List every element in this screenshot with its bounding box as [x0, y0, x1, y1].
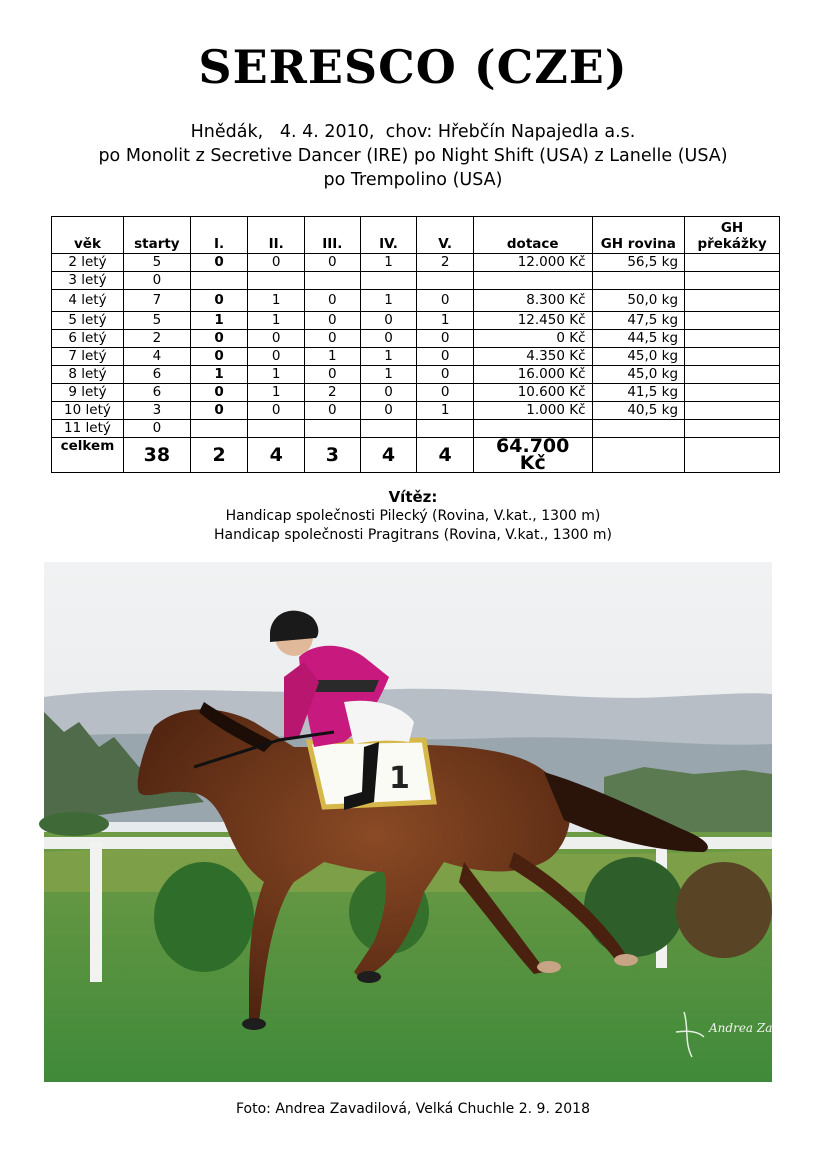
first-place-cell: 0 [190, 384, 248, 402]
prize-cell: 4.350 Kč [473, 348, 592, 366]
table-row [52, 420, 780, 438]
fifth-place-cell: 2 [417, 254, 474, 272]
gh-flat-cell: 45,0 kg [592, 366, 685, 384]
total-prize: 64.700 Kč [473, 438, 592, 473]
gh-jump-cell [685, 330, 780, 348]
first-place-cell: 0 [190, 330, 248, 348]
age-cell: 9 letý [52, 384, 124, 402]
fourth-place-cell: 1 [360, 366, 417, 384]
table-row [52, 366, 780, 384]
starts-cell: 3 [123, 402, 190, 420]
header-fourth: IV. [360, 217, 417, 254]
header-prize: dotace [473, 217, 592, 254]
total-gh-flat [592, 438, 685, 473]
fifth-place-cell: 0 [417, 366, 474, 384]
second-place-cell: 0 [248, 348, 305, 366]
age-cell: 4 letý [52, 290, 124, 312]
gh-flat-cell [592, 272, 685, 290]
total-fourth: 4 [360, 438, 417, 473]
fifth-place-cell [417, 272, 474, 290]
first-place-cell: 0 [190, 290, 248, 312]
second-place-cell: 1 [248, 312, 305, 330]
gh-jump-cell [685, 290, 780, 312]
second-place-cell: 1 [248, 290, 305, 312]
total-first: 2 [190, 438, 248, 473]
winner-race-2: Handicap společnosti Pragitrans (Rovina, V.kat., 1300 m) [214, 527, 612, 543]
table-row [52, 312, 780, 330]
horse-name-title: SERESCO (CZE) [198, 40, 628, 94]
starts-cell: 5 [123, 254, 190, 272]
table-row [52, 254, 780, 272]
age-cell: 10 letý [52, 402, 124, 420]
third-place-cell: 0 [304, 254, 360, 272]
starts-cell: 2 [123, 330, 190, 348]
starts-cell: 6 [123, 384, 190, 402]
pedigree-line-2: po Monolit z Secretive Dancer (IRE) po Night Shift (USA) z Lanelle (USA) [98, 146, 728, 166]
header-third: III. [304, 217, 360, 254]
fourth-place-cell: 1 [360, 254, 417, 272]
fifth-place-cell: 1 [417, 312, 474, 330]
third-place-cell: 0 [304, 366, 360, 384]
starts-cell: 4 [123, 348, 190, 366]
first-place-cell [190, 420, 248, 438]
total-fifth: 4 [417, 438, 474, 473]
starts-cell: 0 [123, 420, 190, 438]
winner-race-1: Handicap společnosti Pilecký (Rovina, V.kat., 1300 m) [225, 508, 601, 524]
photographer-signature: Andrea Zavadilová [709, 1021, 823, 1035]
fifth-place-cell: 0 [417, 330, 474, 348]
fourth-place-cell: 1 [360, 290, 417, 312]
age-cell: 8 letý [52, 366, 124, 384]
first-place-cell: 1 [190, 312, 248, 330]
starts-cell: 5 [123, 312, 190, 330]
table-header-row [52, 217, 780, 254]
gh-flat-cell: 41,5 kg [592, 384, 685, 402]
prize-cell: 16.000 Kč [473, 366, 592, 384]
table-row [52, 272, 780, 290]
total-gh-jump [685, 438, 780, 473]
header-gh-flat: GH rovina [592, 217, 685, 254]
age-cell: 7 letý [52, 348, 124, 366]
fourth-place-cell: 0 [360, 384, 417, 402]
first-place-cell [190, 272, 248, 290]
table-total-row [52, 438, 780, 473]
gh-flat-cell [592, 420, 685, 438]
photo-caption: Foto: Andrea Zavadilová, Velká Chuchle 2. 9. 2018 [236, 1101, 590, 1117]
gh-flat-cell: 50,0 kg [592, 290, 685, 312]
third-place-cell: 1 [304, 348, 360, 366]
gh-jump-cell [685, 402, 780, 420]
age-cell: 5 letý [52, 312, 124, 330]
gh-flat-cell: 40,5 kg [592, 402, 685, 420]
table-row [52, 384, 780, 402]
fourth-place-cell: 0 [360, 402, 417, 420]
header-age: věk [52, 217, 124, 254]
gh-jump-cell [685, 384, 780, 402]
header-fifth: V. [417, 217, 474, 254]
prize-cell: 12.450 Kč [473, 312, 592, 330]
prize-cell [473, 272, 592, 290]
starts-cell: 0 [123, 272, 190, 290]
winner-section [0, 488, 826, 545]
first-place-cell: 0 [190, 348, 248, 366]
starts-cell: 7 [123, 290, 190, 312]
fourth-place-cell: 0 [360, 330, 417, 348]
header-gh-jump: GH překážky [685, 217, 780, 254]
table-row [52, 402, 780, 420]
prize-cell: 8.300 Kč [473, 290, 592, 312]
header-first: I. [190, 217, 248, 254]
pedigree-line-3: po Trempolino (USA) [323, 170, 503, 190]
second-place-cell: 0 [248, 330, 305, 348]
third-place-cell: 2 [304, 384, 360, 402]
second-place-cell: 1 [248, 366, 305, 384]
gh-jump-cell [685, 420, 780, 438]
pedigree-info [0, 120, 826, 192]
fifth-place-cell: 0 [417, 348, 474, 366]
gh-jump-cell [685, 254, 780, 272]
total-label: celkem [52, 438, 124, 473]
fifth-place-cell: 1 [417, 402, 474, 420]
gh-flat-cell: 45,0 kg [592, 348, 685, 366]
fifth-place-cell [417, 420, 474, 438]
table-row [52, 348, 780, 366]
gh-flat-cell: 47,5 kg [592, 312, 685, 330]
gh-jump-cell [685, 312, 780, 330]
gh-flat-cell: 44,5 kg [592, 330, 685, 348]
age-cell: 6 letý [52, 330, 124, 348]
horse-photo-illustration [44, 562, 823, 1082]
gh-jump-cell [685, 272, 780, 290]
starts-cell: 6 [123, 366, 190, 384]
age-cell: 2 letý [52, 254, 124, 272]
first-place-cell: 1 [190, 366, 248, 384]
prize-cell: 1.000 Kč [473, 402, 592, 420]
pedigree-line-1: Hnědák, 4. 4. 2010, chov: Hřebčín Napajedla a.s. [190, 122, 636, 142]
gh-jump-cell [685, 348, 780, 366]
first-place-cell: 0 [190, 254, 248, 272]
prize-cell: 10.600 Kč [473, 384, 592, 402]
table-row [52, 290, 780, 312]
fourth-place-cell: 0 [360, 312, 417, 330]
third-place-cell: 0 [304, 402, 360, 420]
third-place-cell: 0 [304, 312, 360, 330]
second-place-cell: 1 [248, 384, 305, 402]
first-place-cell: 0 [190, 402, 248, 420]
age-cell: 3 letý [52, 272, 124, 290]
winner-heading: Vítěz: [388, 488, 438, 506]
second-place-cell: 0 [248, 402, 305, 420]
total-third: 3 [304, 438, 360, 473]
saddle-number: 1 [389, 761, 410, 796]
race-record-table [51, 216, 780, 473]
prize-cell: 12.000 Kč [473, 254, 592, 272]
third-place-cell [304, 272, 360, 290]
third-place-cell: 0 [304, 330, 360, 348]
header-starts: starty [123, 217, 190, 254]
table-row [52, 330, 780, 348]
second-place-cell [248, 272, 305, 290]
prize-cell: 0 Kč [473, 330, 592, 348]
second-place-cell [248, 420, 305, 438]
age-cell: 11 letý [52, 420, 124, 438]
fifth-place-cell: 0 [417, 384, 474, 402]
race-photo [44, 562, 823, 1082]
fourth-place-cell: 1 [360, 348, 417, 366]
total-second: 4 [248, 438, 305, 473]
gh-jump-cell [685, 366, 780, 384]
fifth-place-cell: 0 [417, 290, 474, 312]
third-place-cell [304, 420, 360, 438]
fourth-place-cell [360, 272, 417, 290]
header-second: II. [248, 217, 305, 254]
second-place-cell: 0 [248, 254, 305, 272]
fourth-place-cell [360, 420, 417, 438]
total-starts: 38 [123, 438, 190, 473]
gh-flat-cell: 56,5 kg [592, 254, 685, 272]
third-place-cell: 0 [304, 290, 360, 312]
